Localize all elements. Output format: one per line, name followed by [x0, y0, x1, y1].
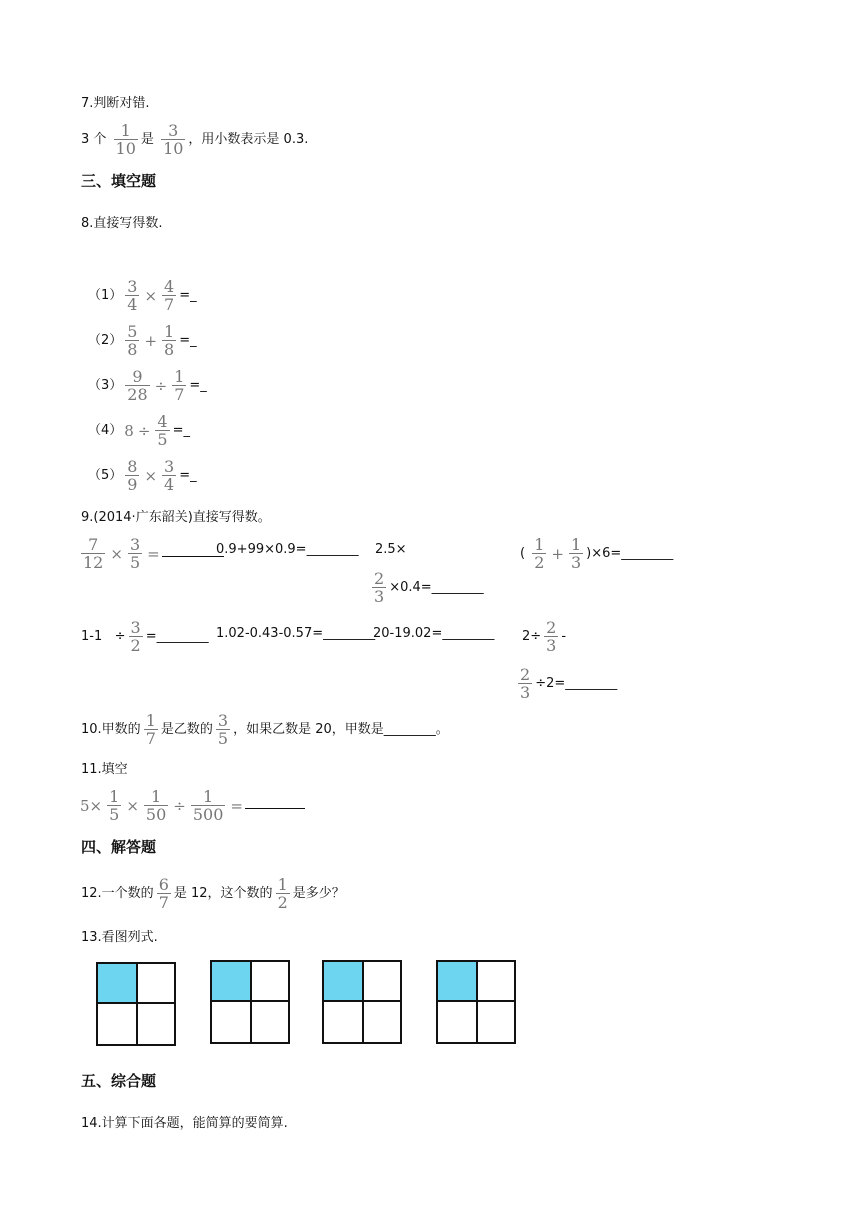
fraction: $\frac{1}{10}$: [115, 121, 136, 158]
question-8-item-3: （3） $\frac{9}{28}$ ÷ $\frac{1}{7}$ =_: [88, 367, 207, 404]
question-12: 12.一个数的 $\frac{6}{7}$ 是 12，这个数的 $\frac{1}{2}$ 是多少？: [81, 875, 345, 912]
question-8-item-4: （4） 8 ÷ $\frac{4}{5}$ =_: [88, 412, 190, 449]
question-11-title: 11.填空: [81, 762, 128, 777]
question-9-title: 9.(2014·广东韶关)直接写得数。: [81, 510, 271, 525]
fraction-grid-4: [436, 960, 516, 1044]
question-9-expr-3a: 2.5×: [375, 542, 407, 557]
question-10: 10.甲数的 $\frac{1}{7}$ 是乙数的 $\frac{3}{5}$ ，如果乙数是 20，甲数是________。: [81, 711, 449, 748]
question-9-expr-8b: $\frac{2}{3}$ ÷2=________: [520, 665, 618, 702]
question-8-title: 8.直接写得数.: [81, 216, 163, 231]
question-9-expr-5: 1-1 ÷ $\frac{3}{2}$ =________: [81, 618, 209, 655]
question-9-expr-6: 1.02-0.43-0.57=________: [216, 626, 376, 641]
fraction: $\frac{3}{10}$: [163, 121, 184, 158]
fraction-grid-3: [322, 960, 402, 1044]
section-5-heading: 五、综合题: [81, 1072, 157, 1090]
question-9-expr-4: ( $\frac{1}{2}$ + $\frac{1}{3}$ )×6=________: [520, 535, 674, 572]
question-8-item-2: （2） $\frac{5}{8}$ + $\frac{1}{8}$ =_: [88, 322, 197, 359]
question-9-expr-3b: $\frac{2}{3}$ ×0.4=________: [374, 569, 484, 606]
question-9-expr-7: 20-19.02=________: [373, 626, 495, 641]
fraction-grid-1: [96, 962, 176, 1046]
question-9-expr-2: 0.9+99×0.9=________: [216, 542, 359, 557]
section-3-heading: 三、填空题: [81, 172, 157, 190]
question-11-expression: 5× $\frac{1}{5}$ × $\frac{1}{50}$ ÷ $\frac{1}{500}$ =: [80, 788, 305, 823]
question-7-statement: 3 个 $\frac{1}{10}$ 是 $\frac{3}{10}$ ，用小数表示是 0.3.: [81, 121, 309, 158]
question-9-expr-8a: 2÷ $\frac{2}{3}$ -: [522, 618, 567, 655]
section-4-heading: 四、解答题: [81, 838, 157, 856]
question-9-expr-1: $\frac{7}{12}$ × $\frac{3}{5}$ =: [78, 536, 224, 571]
question-13-title: 13.看图列式.: [81, 930, 158, 945]
fraction-grid-2: [210, 960, 290, 1044]
question-14-title: 14.计算下面各题，能简算的要简算.: [81, 1116, 288, 1131]
question-8-item-1: （1） $\frac{3}{4}$ × $\frac{4}{7}$ =_: [88, 277, 197, 314]
question-8-item-5: （5） $\frac{8}{9}$ × $\frac{3}{4}$ =_: [88, 457, 197, 494]
question-7-title: 7.判断对错.: [81, 96, 150, 111]
